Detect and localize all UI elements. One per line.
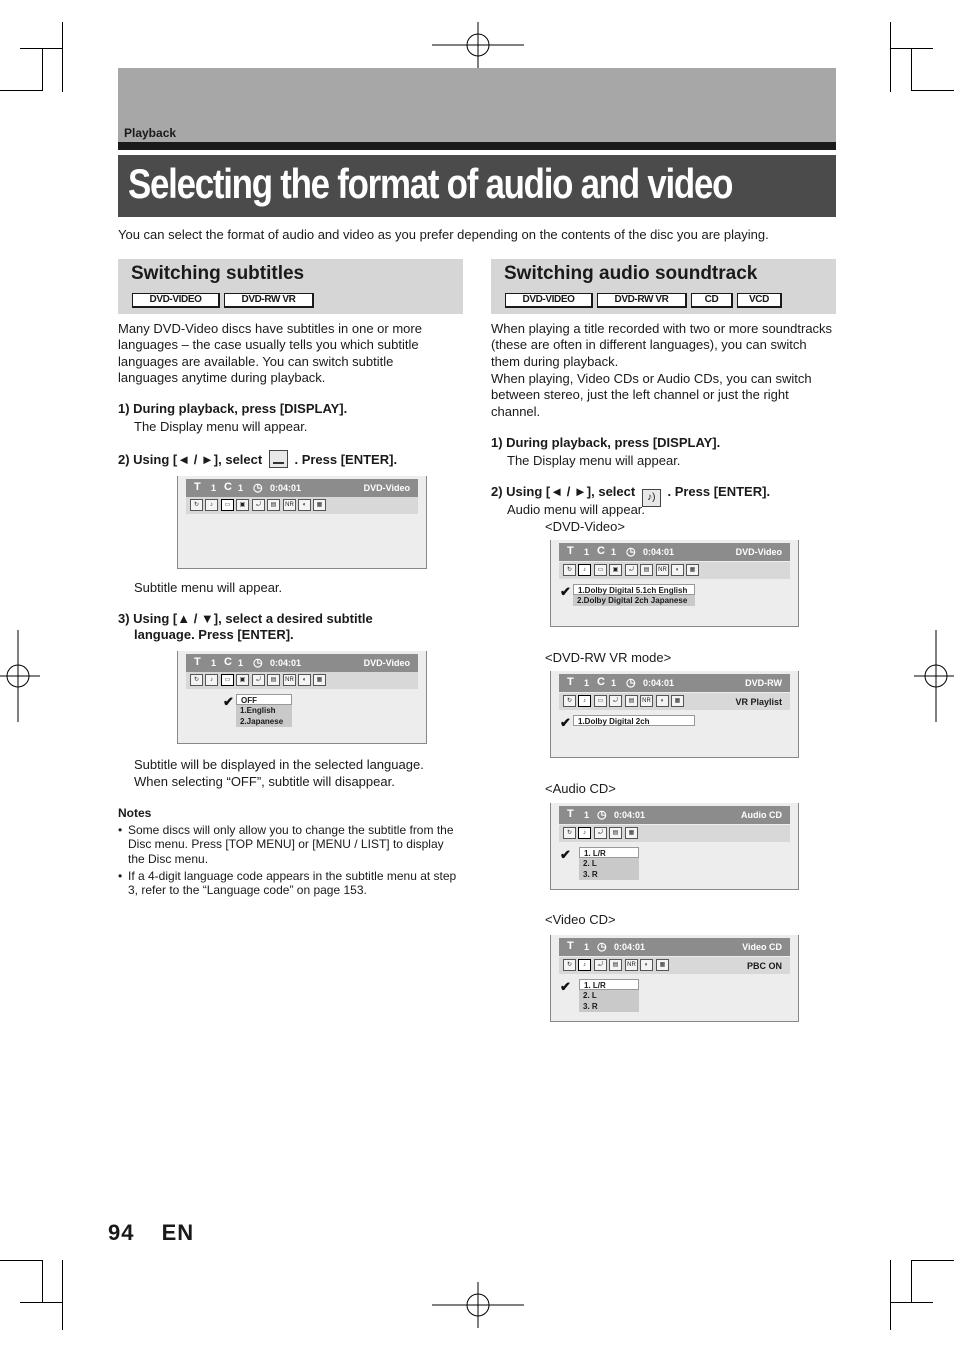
audio-options xyxy=(579,847,639,880)
header-band xyxy=(118,68,836,142)
audio-step-2-post: . Press [ENTER]. xyxy=(667,484,771,499)
eq-icon: ◐ xyxy=(298,499,311,511)
crop-mark xyxy=(20,48,63,49)
chapter-icon: C xyxy=(597,545,605,557)
search-icon: ▤ xyxy=(625,695,638,707)
playlist-label: VR Playlist xyxy=(735,697,782,707)
clock-icon: ◷ xyxy=(597,941,607,953)
tag-dvd-rw-vr: DVD-RW VR xyxy=(224,293,314,308)
checkmark-icon: ✔ xyxy=(560,715,571,730)
audio-description-1: When playing a title recorded with two or more soundtracks (these are often in different languages), you can switch them during playback. xyxy=(491,321,833,369)
clock-icon: ◷ xyxy=(626,546,636,558)
status-bar xyxy=(186,479,418,497)
function-icon-row xyxy=(559,693,790,710)
disc-type: DVD-Video xyxy=(735,547,782,557)
disc-type: DVD-Video xyxy=(363,483,410,493)
display-menu-screen xyxy=(177,476,427,569)
surround-icon: ▦ xyxy=(656,959,669,971)
crop-mark xyxy=(890,1260,891,1330)
title-number: 1 xyxy=(211,483,217,493)
subtitle-icon: ▭ xyxy=(594,695,607,707)
page-number-value: 94 xyxy=(108,1220,135,1245)
crop-mark xyxy=(911,1260,954,1261)
audio-icon: ♪) xyxy=(642,489,661,507)
audio-menu-dvd-rw-vr xyxy=(550,671,799,758)
audio-option[interactable]: 2. L xyxy=(583,859,597,868)
audio-option[interactable]: 1. L/R xyxy=(579,979,639,990)
subtitles-step-3-sub-2: When selecting “OFF”, subtitle will disappear. xyxy=(134,774,395,789)
audio-step-2-pre: 2) Using [◄ / ►], select xyxy=(491,484,636,499)
audio-option[interactable]: 3. R xyxy=(583,1002,598,1011)
crop-mark xyxy=(62,1260,63,1330)
track-number: 1 xyxy=(584,810,590,820)
audio-heading: Switching audio soundtrack xyxy=(504,263,758,284)
subtitles-heading-box xyxy=(118,259,463,314)
audio-option[interactable]: 1.Dolby Digital 5.1ch English xyxy=(573,584,695,595)
surround-icon: ▦ xyxy=(671,695,684,707)
marker-icon: ⤾ xyxy=(594,959,607,971)
marker-icon: ⤾ xyxy=(252,674,265,686)
search-icon: ▤ xyxy=(609,959,622,971)
audio-option[interactable]: 2.Dolby Digital 2ch Japanese xyxy=(577,596,688,605)
status-bar xyxy=(559,938,790,956)
title-icon: T xyxy=(194,481,201,493)
note-item xyxy=(118,869,463,898)
elapsed-time: 0:04:01 xyxy=(643,547,675,557)
clock-icon: ◷ xyxy=(253,482,263,494)
function-icon-row xyxy=(186,672,418,689)
search-icon: ▤ xyxy=(267,499,280,511)
tag-vcd: VCD xyxy=(737,293,782,308)
marker-icon: ⤾ xyxy=(609,695,622,707)
search-icon: ▤ xyxy=(609,827,622,839)
tag-dvd-video: DVD-VIDEO xyxy=(132,293,220,308)
eq-icon: ◐ xyxy=(640,959,653,971)
track-icon: T xyxy=(567,940,574,952)
title-number: 1 xyxy=(584,547,590,557)
crop-mark xyxy=(20,1302,63,1303)
function-icon-row xyxy=(559,562,790,579)
repeat-icon: ↻ xyxy=(563,827,576,839)
note-item xyxy=(118,823,463,866)
audio-menu-audio-cd xyxy=(550,803,799,890)
subtitles-step-2-post: . Press [ENTER]. xyxy=(294,452,398,467)
status-bar xyxy=(559,674,790,692)
checkmark-icon: ✔ xyxy=(560,979,571,994)
marker-icon: ⤾ xyxy=(594,827,607,839)
audio-options xyxy=(573,584,695,606)
chapter-icon: C xyxy=(597,676,605,688)
audio-description-2: When playing, Video CDs or Audio CDs, you can switch between stereo, just the left channel or just the right channel. xyxy=(491,371,812,419)
eq-icon: ◐ xyxy=(671,564,684,576)
audio-option[interactable]: 1.Dolby Digital 2ch xyxy=(573,715,695,726)
angle-icon: ▣ xyxy=(236,499,249,511)
disc-type: Audio CD xyxy=(741,810,782,820)
audio-option[interactable]: 3. R xyxy=(583,870,598,879)
status-bar xyxy=(559,543,790,561)
noise-reduction-icon: NR xyxy=(625,959,638,971)
chapter-icon: C xyxy=(224,656,232,668)
option-japanese[interactable]: 2.Japanese xyxy=(240,717,284,726)
noise-reduction-icon: NR xyxy=(283,499,296,511)
tag-dvd-rw-vr: DVD-RW VR xyxy=(597,293,687,308)
chapter-number: 1 xyxy=(611,547,617,557)
title-icon: T xyxy=(194,656,201,668)
checkmark-icon: ✔ xyxy=(223,694,234,709)
title-number: 1 xyxy=(211,658,217,668)
bullet: • xyxy=(118,869,123,883)
repeat-icon: ↻ xyxy=(563,695,576,707)
noise-reduction-icon: NR xyxy=(283,674,296,686)
audio-menu-dvd-video xyxy=(550,540,799,627)
elapsed-time: 0:04:01 xyxy=(270,483,302,493)
option-off[interactable]: OFF xyxy=(236,694,292,705)
crop-mark xyxy=(911,1260,912,1303)
disc-tags xyxy=(505,293,782,308)
audio-icon: ♪ xyxy=(578,564,591,576)
clock-icon: ◷ xyxy=(597,809,607,821)
repeat-icon: ↻ xyxy=(563,959,576,971)
eq-icon: ◐ xyxy=(298,674,311,686)
subtitles-step-1-sub: The Display menu will appear. xyxy=(134,419,308,434)
audio-option[interactable]: 1. L/R xyxy=(579,847,639,858)
subtitles-step-3-sub-1: Subtitle will be displayed in the selected language. xyxy=(134,757,424,772)
audio-option[interactable]: 2. L xyxy=(583,991,597,1000)
section-label: Playback xyxy=(124,126,177,140)
chapter-number: 1 xyxy=(611,678,617,688)
audio-options xyxy=(579,979,639,1012)
registration-mark-icon xyxy=(432,1282,524,1328)
disc-type: DVD-RW xyxy=(745,678,782,688)
tag-cd: CD xyxy=(691,293,733,308)
registration-mark-icon xyxy=(0,630,40,722)
audio-icon: ♪ xyxy=(205,499,218,511)
crop-mark xyxy=(890,1302,933,1303)
crop-mark xyxy=(0,90,42,91)
notes-heading: Notes xyxy=(118,806,152,820)
clock-icon: ◷ xyxy=(626,677,636,689)
crop-mark xyxy=(0,1260,42,1261)
page-title: Selecting the format of audio and video xyxy=(128,160,733,207)
language-code: EN xyxy=(161,1220,195,1245)
eq-icon: ◐ xyxy=(656,695,669,707)
subtitles-step-3-line1: 3) Using [▲ / ▼], select a desired subtitle xyxy=(118,611,373,626)
surround-icon: ▦ xyxy=(686,564,699,576)
function-icon-row xyxy=(559,825,790,842)
crop-mark xyxy=(890,48,933,49)
audio-step-1: 1) During playback, press [DISPLAY]. xyxy=(491,435,721,450)
surround-icon: ▦ xyxy=(313,674,326,686)
audio-heading-box xyxy=(491,259,836,314)
title-icon: T xyxy=(567,545,574,557)
checkmark-icon: ✔ xyxy=(560,584,571,599)
caption-dvd-video: <DVD-Video> xyxy=(545,519,625,534)
checkmark-icon: ✔ xyxy=(560,847,571,862)
status-bar xyxy=(186,654,418,672)
crop-mark xyxy=(911,90,954,91)
crop-mark xyxy=(911,48,912,91)
disc-tags xyxy=(132,293,314,308)
subtitle-icon: ▭ xyxy=(594,564,607,576)
search-icon: ▤ xyxy=(640,564,653,576)
subtitle-icon xyxy=(269,450,288,468)
audio-step-2-sub: Audio menu will appear. xyxy=(507,502,646,517)
audio-icon: ♪ xyxy=(205,674,218,686)
subtitles-step-3-line2: language. Press [ENTER]. xyxy=(134,627,294,642)
marker-icon: ⤾ xyxy=(252,499,265,511)
surround-icon: ▦ xyxy=(313,499,326,511)
status-bar xyxy=(559,806,790,824)
disc-type: DVD-Video xyxy=(363,658,410,668)
pbc-label: PBC ON xyxy=(746,961,782,971)
function-icon-row xyxy=(186,497,418,514)
noise-reduction-icon: NR xyxy=(640,695,653,707)
crop-mark xyxy=(42,1260,43,1303)
caption-dvd-rw-vr: <DVD-RW VR mode> xyxy=(545,650,672,665)
page-number xyxy=(108,1220,194,1246)
note-text: Some discs will only allow you to change the subtitle from the Disc menu. Press [TOP MENU] or [MENU / LIST] to display the Disc menu. xyxy=(128,823,454,866)
search-icon: ▤ xyxy=(267,674,280,686)
note-text: If a 4-digit language code appears in the subtitle menu at step 3, refer to the “Language code” on page 153. xyxy=(128,869,457,898)
noise-reduction-icon: NR xyxy=(656,564,669,576)
repeat-icon: ↻ xyxy=(190,499,203,511)
crop-mark xyxy=(890,22,891,92)
subtitle-menu-screen xyxy=(177,651,427,744)
subtitles-step-2-pre: 2) Using [◄ / ►], select xyxy=(118,452,263,467)
track-icon: T xyxy=(567,808,574,820)
subtitle-icon: ▭ xyxy=(221,499,234,511)
audio-step-1-sub: The Display menu will appear. xyxy=(507,453,681,468)
chapter-number: 1 xyxy=(238,483,244,493)
subtitle-options xyxy=(236,694,292,727)
elapsed-time: 0:04:01 xyxy=(614,810,646,820)
repeat-icon: ↻ xyxy=(190,674,203,686)
repeat-icon: ↻ xyxy=(563,564,576,576)
subtitle-icon: ▭ xyxy=(221,674,234,686)
audio-icon: ♪ xyxy=(578,827,591,839)
caption-audio-cd: <Audio CD> xyxy=(545,781,616,796)
function-icon-row xyxy=(559,957,790,974)
clock-icon: ◷ xyxy=(253,657,263,669)
registration-mark-icon xyxy=(432,22,524,68)
bullet: • xyxy=(118,823,123,837)
intro-text: You can select the format of audio and video as you prefer depending on the contents of the disc you are playing. xyxy=(118,227,769,242)
registration-mark-icon xyxy=(914,630,954,722)
elapsed-time: 0:04:01 xyxy=(270,658,302,668)
subtitles-step-1: 1) During playback, press [DISPLAY]. xyxy=(118,401,348,416)
audio-menu-video-cd xyxy=(550,935,799,1022)
option-english[interactable]: 1.English xyxy=(240,706,276,715)
elapsed-time: 0:04:01 xyxy=(614,942,646,952)
chapter-icon: C xyxy=(224,481,232,493)
audio-icon: ♪ xyxy=(578,695,591,707)
audio-icon: ♪ xyxy=(578,959,591,971)
track-number: 1 xyxy=(584,942,590,952)
subtitles-step-2 xyxy=(118,450,397,468)
crop-mark xyxy=(62,22,63,92)
angle-icon: ▣ xyxy=(609,564,622,576)
angle-icon: ▣ xyxy=(236,674,249,686)
crop-mark xyxy=(42,48,43,91)
subtitles-heading: Switching subtitles xyxy=(131,263,305,284)
elapsed-time: 0:04:01 xyxy=(643,678,675,688)
title-number: 1 xyxy=(584,678,590,688)
audio-options xyxy=(573,715,695,726)
title-icon: T xyxy=(567,676,574,688)
header-rule xyxy=(118,142,836,150)
subtitles-step-2-sub: Subtitle menu will appear. xyxy=(134,580,283,595)
tag-dvd-video: DVD-VIDEO xyxy=(505,293,593,308)
disc-type: Video CD xyxy=(742,942,782,952)
subtitles-description: Many DVD-Video discs have subtitles in one or more languages – the case usually tells you which subtitle languages are available. You can switch subtitle languages anytime during playback. xyxy=(118,321,422,385)
chapter-number: 1 xyxy=(238,658,244,668)
marker-icon: ⤾ xyxy=(625,564,638,576)
caption-video-cd: <Video CD> xyxy=(545,912,616,927)
surround-icon: ▦ xyxy=(625,827,638,839)
